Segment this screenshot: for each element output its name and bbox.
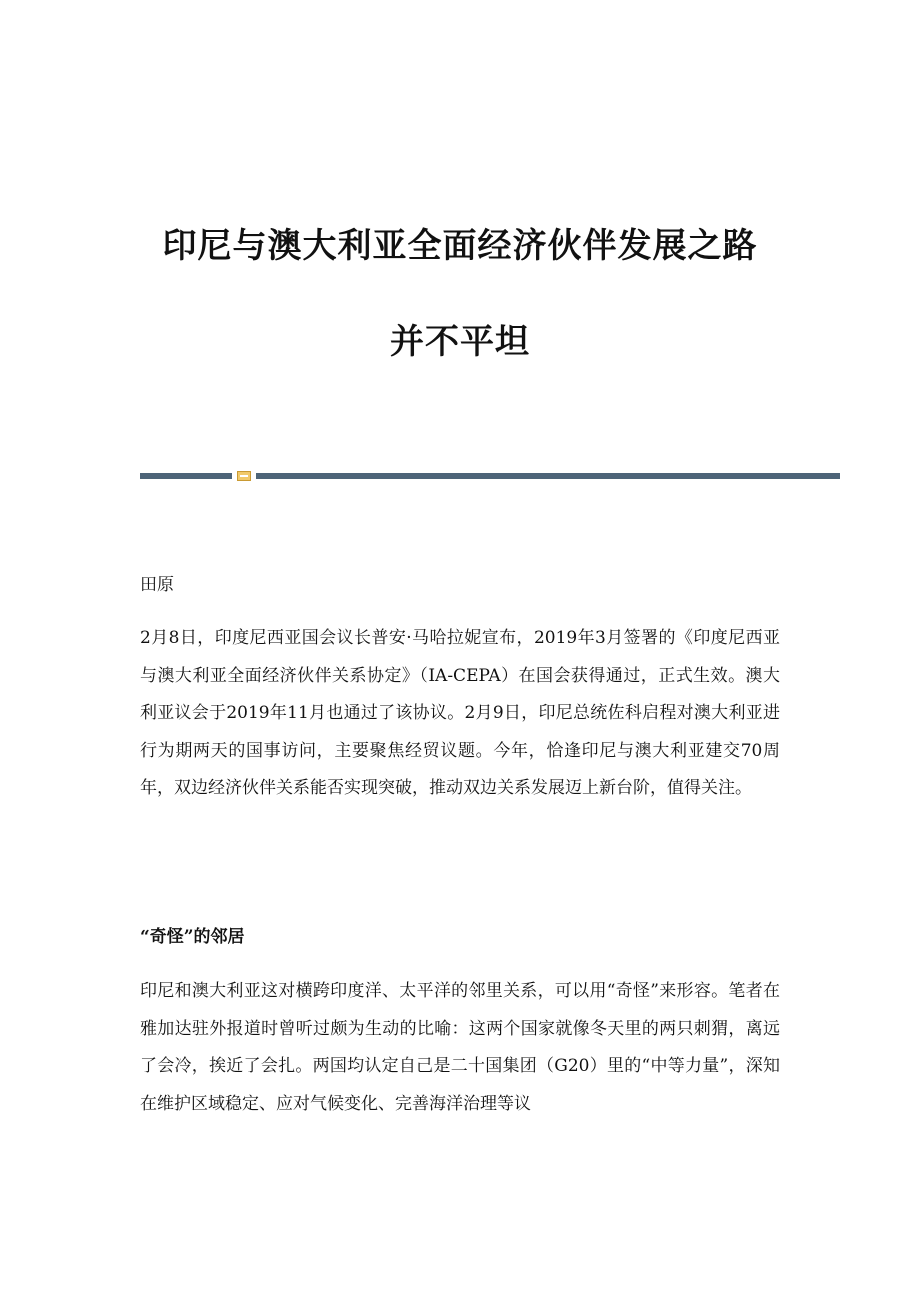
section-heading: “奇怪”的邻居 <box>140 927 245 947</box>
document-title-line-2: 并不平坦 <box>390 322 530 362</box>
document-title-line-1: 印尼与澳大利亚全面经济伙伴发展之路 <box>162 226 758 266</box>
body-paragraph: 2月8日，印度尼西亚国会议长普安·马哈拉妮宣布，2019年3月签署的《印度尼西亚与澳大利亚全面经济伙伴关系协定》（IA-CEPA）在国会获得通过，正式生效。澳大利亚议会于2019年11月也通过了该协议。2月9日，印尼总统佐科启程对澳大利亚进行为期两天的国事访问，主要聚焦经贸议题。今年，恰逢印尼与澳大利亚建交70周年，双边经济伙伴关系能否实现突破，推动双边关系发展迈上新台阶，值得关注。 <box>140 628 780 798</box>
title-divider <box>140 470 840 482</box>
divider-bar-right <box>256 473 840 479</box>
divider-bar-left <box>140 473 232 479</box>
author-name: 田原 <box>140 575 174 595</box>
divider-ornament-icon <box>237 471 251 481</box>
body-paragraph: 印尼和澳大利亚这对横跨印度洋、太平洋的邻里关系，可以用“奇怪”来形容。笔者在雅加达驻外报道时曾听过颇为生动的比喻：这两个国家就像冬天里的两只刺猬，离远了会冷，挨近了会扎。两国均认定自己是二十国集团（G20）里的“中等力量”，深知在维护区域稳定、应对气候变化、完善海洋治理等议 <box>140 981 780 1114</box>
